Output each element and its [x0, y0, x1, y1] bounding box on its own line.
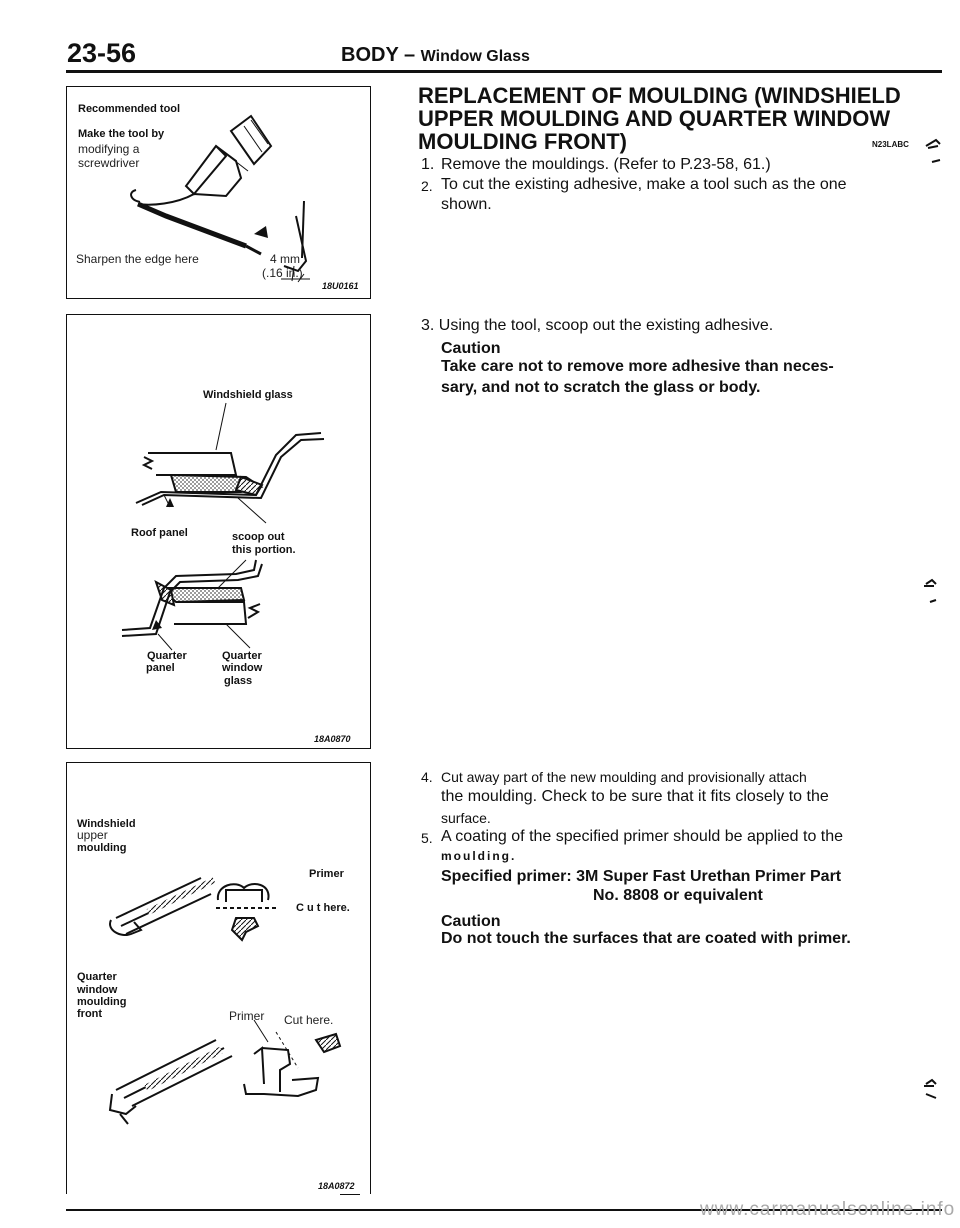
fig3-code: 18A0872	[318, 1181, 355, 1191]
header-title	[341, 44, 530, 67]
step2-text-b: shown.	[441, 196, 492, 213]
fig3-quarter-label: Quarter	[77, 971, 117, 983]
fig3-window-label: window	[77, 984, 118, 996]
fig3-primer1-label: Primer	[309, 868, 344, 880]
fig3-moulding-label: moulding	[77, 842, 127, 854]
step4-text-c: surface.	[441, 810, 491, 826]
section-code: N23LABC	[872, 140, 909, 149]
caution2-heading: Caution	[441, 913, 501, 930]
fig3-upper-label: upper	[77, 828, 108, 842]
step1-text: Remove the mouldings. (Refer to P.23-58, 61.)	[441, 156, 771, 173]
fig2-portion-label: this portion.	[232, 544, 296, 556]
fig2-windshield-label: Windshield glass	[203, 389, 293, 401]
step3-text: 3. Using the tool, scoop out the existing adhesive.	[421, 317, 774, 334]
fig1-code: 18U0161	[322, 281, 359, 291]
step4-text-b: the moulding. Check to be sure that it fits closely to the	[441, 788, 829, 805]
quarter-moulding-illustration	[66, 1020, 366, 1140]
fig2-scoop-label: scoop out	[232, 531, 285, 543]
step4-number: 4.	[421, 769, 433, 785]
caution1-heading: Caution	[441, 340, 501, 357]
primer-spec-b: No. 8808 or equivalent	[593, 887, 763, 904]
figure-frame-right-mid	[370, 314, 371, 748]
fig3-cut1-label: C u t here.	[296, 902, 350, 914]
fig1-screwdriver-label: screwdriver	[78, 156, 140, 170]
quarter-panel-section	[66, 560, 366, 650]
fig2-quarter-window-label-3: glass	[224, 675, 253, 687]
fig1-sharpen-label: Sharpen the edge here	[76, 252, 199, 266]
windshield-moulding-illustration	[66, 860, 366, 980]
header-rule	[66, 70, 942, 73]
section-heading-line3	[418, 130, 627, 154]
fig1-modifying-label: modifying a	[78, 142, 140, 156]
step1-number: 1.	[421, 156, 435, 173]
primer-spec-a: Specified primer: 3M Super Fast Urethan Primer Part	[441, 868, 842, 885]
section-heading-line3-text: MOULDING FRONT)	[418, 129, 627, 154]
header-dash: –	[403, 44, 416, 66]
caution1-text-a: Take care not to remove more adhesive than neces-	[441, 358, 834, 375]
figure-divider-1	[66, 298, 371, 299]
fig3-windshield-label: Windshield	[77, 818, 136, 830]
fig2-quarter-window-label-1: Quarter	[222, 650, 262, 662]
header-section: BODY	[341, 44, 399, 66]
figure-frame-right-bot	[370, 762, 371, 1194]
fig2-code: 18A0870	[314, 734, 351, 744]
figure-frame-right-top	[370, 86, 371, 298]
fig3-front-label: front	[77, 1008, 103, 1020]
figure-divider-1b	[66, 314, 371, 315]
binding-mark-3	[922, 1080, 942, 1110]
fig1-make-label: Make the tool by	[78, 128, 165, 140]
fig1-in-label: (.16 in.)	[262, 266, 303, 280]
fig3-cut2-label: Cut here.	[284, 1013, 334, 1027]
caution2-text: Do not touch the surfaces that are coated with primer.	[441, 930, 851, 947]
fig2-quarter-panel-label-1: Quarter	[147, 650, 187, 662]
figure-divider-2	[66, 748, 371, 749]
fig3-moulding2-label: moulding	[77, 996, 127, 1008]
roof-panel-section	[66, 395, 366, 535]
fig3-primer2-label: Primer	[229, 1009, 265, 1023]
fig1-mm-label: 4 mm	[270, 252, 300, 266]
watermark: www.carmanualsonline.info	[700, 1199, 956, 1220]
step5-number: 5.	[421, 830, 433, 846]
binding-mark-2	[922, 580, 942, 610]
fig3-code-underline	[340, 1194, 360, 1195]
caution1-text-b: sary, and not to scratch the glass or body.	[441, 379, 761, 396]
figure-divider-2b	[66, 762, 371, 763]
page-number: 23-56	[67, 38, 137, 68]
section-heading-line2: UPPER MOULDING AND QUARTER WINDOW	[418, 106, 891, 131]
step5-text-a: A coating of the specified primer should be applied to the	[441, 828, 844, 845]
step5-text-b: moulding.	[441, 849, 517, 863]
fig2-quarter-window-label-2: window	[222, 662, 263, 674]
step2-text-a: To cut the existing adhesive, make a tool such as the one	[441, 176, 847, 193]
binding-mark-1	[924, 138, 944, 168]
fig1-recommended-label: Recommended tool	[78, 103, 181, 115]
fig2-roof-label: Roof panel	[131, 527, 188, 539]
step4-text-a: Cut away part of the new moulding and provisionally attach	[441, 769, 807, 785]
fig2-quarter-panel-label-2: panel	[146, 662, 175, 674]
header-subsection: Window Glass	[420, 48, 530, 65]
step2-number: 2.	[421, 178, 433, 194]
section-heading-line1: REPLACEMENT OF MOULDING (WINDSHIELD	[418, 83, 901, 108]
